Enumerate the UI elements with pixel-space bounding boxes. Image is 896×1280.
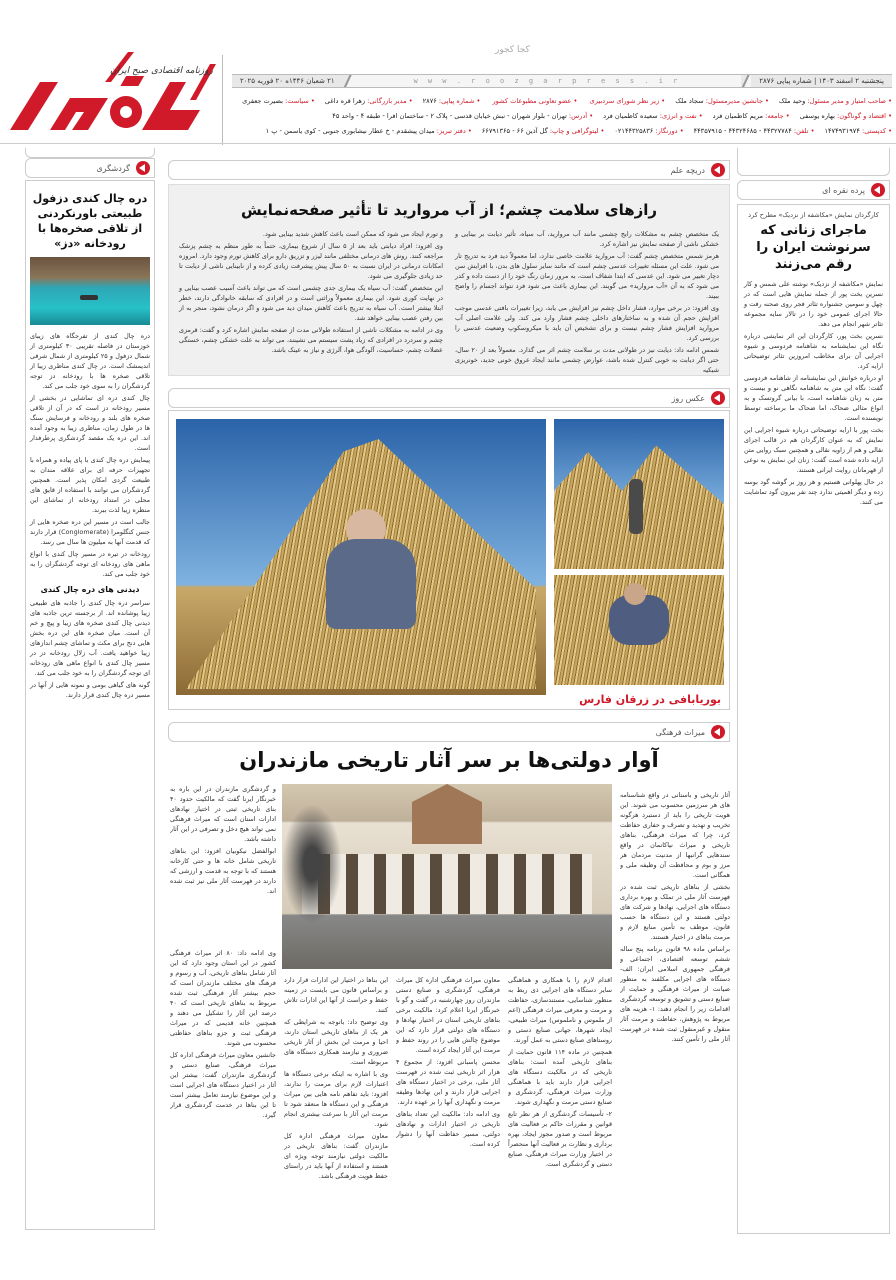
credit-item <box>242 97 315 105</box>
credits <box>232 94 892 139</box>
paragraph: سراسر دره چال کندی را جاذبه های طبیعی زیبا پوشانده اند. از برجسته ترین جاذبه های دیدنی چال کندی صخره های زیبا و پیچ و خم آن است. میان صخره های این دره بخش هایی دنج برای مکث و تماشای چشم اندازهای زیبا خواهید یافت. آب زلال رودخانه دز در مسیر چال کندی با انواع ماهی های رودخانه ای توجه گردشگران را به خود جلب می کند. <box>30 599 150 677</box>
credit-item <box>779 97 892 105</box>
paragraph: اقدام لازم را با همکاری و هماهنگی سایر دستگاه های اجرایی ذی ربط به منظور شناسایی، مستندسازی، حفاظت و مرمت و معرفی میراث فرهنگی (اعم از ملموس و ناملموس) میراث طبیعی، ایجاد شهرها، جهانی صنایع دستی و روستاهای صنایع دستی به عمل آورند. <box>508 976 612 1044</box>
paragraph: وی ادامه داد: مالکیت این تعداد بناهای تاریخی در اختیار ادارات و نهادهای دولتی، مسیر حفاظت آنها را دشوار کرده است. <box>396 1110 500 1148</box>
kicker: کارگردان نمایش «مکاشفه از نزدیک» مطرح کرد <box>748 211 879 219</box>
credits-row <box>232 109 892 124</box>
historic-building-photo <box>282 784 612 969</box>
paragraph: در حال پهلوانی هستیم و هر روز بر گوشه گود بوسه زده و دیگر اهمیتی ندارد چند نفر بیرون گود تماشایت می کنند. <box>744 478 883 506</box>
credit-item <box>325 97 413 105</box>
credit-key: • نفت و انرژی: <box>657 112 703 120</box>
credit-value: مریم کاظمیان فرد <box>712 112 764 120</box>
paragraph: شمس ادامه داد: دیابت نیز در طولانی مدت بر سلامت چشم اثر می گذارد. معمولاً بعد از ۲۰ سال، حتی اگر دیابت به خوبی کنترل شده باشد، عوارض چشمی مانند ایجاد عروق خونی جدید، خونریزی شبکیه <box>455 346 719 374</box>
masthead-divider <box>222 55 223 145</box>
paragraph: معاون میراث فرهنگی اداره کل میراث فرهنگی، گردشگری و صنایع دستی مازندران روز چهارشنبه در گفت و گو با خبرنگار ایرنا اعلام کرد: مالکیت برخی بناهای تاریخی استان در اختیار نهادها و دستگاه های دولتی قرار دارد که این موضوع چالش هایی را در روند حفظ و مرمت این آثار ایجاد کرده است. <box>396 976 500 1054</box>
credit-value: تهران - بلوار شهران - نبش خیابان قدسی - پلاک ۲ - ساختمان افرا - طبقه ۴ - واحد ۴۵ <box>332 112 567 120</box>
credit-value: گل آذین ۶۶ - ۶۶۷۹۱۳۶۵ <box>481 127 548 135</box>
science-col-right <box>455 229 719 377</box>
paragraph: معاون میراث فرهنگی اداره کل مازندران گفت: بناهای تاریخی در مالکیت دولتی نیازمند توجه ویژه ای هستند و استفاده از آنها باید در راستای حفظ هویت فرهنگی باشد. <box>284 1132 388 1180</box>
credit-item <box>694 127 815 135</box>
credit-key: • جانشین مدیرمسئول: <box>703 97 769 105</box>
credit-value: وحید ملک <box>778 97 806 105</box>
section-marker-icon <box>711 725 725 739</box>
section-header-science <box>168 160 730 180</box>
subheading: دیدنی های دره چال کندی <box>40 585 140 594</box>
credit-item <box>824 127 892 135</box>
credit-key: • سیاست: <box>282 97 315 105</box>
photo-day-box <box>168 410 730 710</box>
paragraph: ۲- تأسیسات گردشگری از هر نظر تابع قوانین و مقررات حاکم بر فعالیت های مربوط است و صدور مجوز ایجاد، بهره برداری و نظارت بر فعالیت آنها منحصراً در اختیار وزارت میراث فرهنگی، صنایع دستی و گردشگری است. <box>508 1110 612 1168</box>
paragraph: وی در ادامه به مشکلات ناشی از استفاده طولانی مدت از صفحه نمایش اشاره کرد و گفت: قرمزی چشم و سردرد در افرادی که زیاد پشت سیستم می نشینند، می تواند به علت خشکی چشم، خستگی عضلات چشم، حساسیت، آلودگی هوا، آلرژی و نیاز به عینک باشد. <box>179 326 443 354</box>
credits-row <box>232 94 892 109</box>
credit-item <box>587 97 665 105</box>
section-label: عکس روز <box>671 393 705 403</box>
tree-shape <box>282 804 342 924</box>
credit-value: بهاره یوسفی <box>799 112 835 120</box>
credit-key: • اقتصاد و گوناگون: <box>834 112 892 120</box>
credit-item <box>800 112 892 120</box>
paragraph: نمایش «مکاشفه از نزدیک» نوشته علی شمس و کار نسرین بخت پور از جمله نمایش هایی است که در چهل و سومین جشنواره تئاتر فجر روی صحنه رفت و حالا اجرای عمومی خود را در تالار سایه مجموعه تئاتر شهر انجام می دهد. <box>744 280 883 328</box>
paragraph: جانشین معاون میراث فرهنگی اداره کل میراث فرهنگی، صنایع دستی و گردشگری مازندران گفت: بیشتر این آثار در اختیار دستگاه های اجرایی است و این موضوع نیازمند تعامل بیشتر است تا این بناها در خدمت گردشگری قرار گیرد. <box>170 1051 276 1119</box>
credit-value: ۴۴۳۲۷۷۸۴ - ۴۴۳۲۴۶۸۵ - ۴۴۳۵۷۹۱۵ <box>693 127 792 135</box>
paragraph: محسن پاسبانی افزود: از مجموع ۴ هزار اثر تاریخی ثبت شده در فهرست آثار ملی، برخی در اختیار دستگاه های اجرایی قرار دارند و این نهادها وظیفه مرمت و نگهداری آنها را بر عهده دارند. <box>396 1058 500 1106</box>
credit-key: • لیتوگرافی و چاپ: <box>547 127 605 135</box>
bar-separator <box>741 75 751 87</box>
heritage-col-4 <box>284 975 388 1230</box>
paragraph: بخشی از بناهای تاریخی ثبت شده در فهرست آثار ملی در تملک و بهره برداری دستگاه های اجرایی، نهادها و شرکت های دولتی هستند و این دستگاه ها حسب قانون، موظف به تأمین منابع لازم و مرمت بناهای در اختیار هستند. <box>620 883 730 941</box>
date-right: پنجشنبه ۲ اسفند ۱۴۰۳ | شماره پیاپی ۲۸۷۶ <box>759 77 884 85</box>
section-header-photo-day <box>168 388 730 408</box>
credit-item <box>490 97 577 105</box>
credit-key: • دفتر تبریز: <box>434 127 472 135</box>
arches <box>302 854 592 914</box>
section-label: میراث فرهنگی <box>655 727 705 737</box>
section-marker-icon <box>871 183 885 197</box>
heritage-title: آوار دولتی‌ها بر سر آثار تاریخی مازندران <box>239 748 659 772</box>
section-label: پرده نقره ای <box>822 185 865 195</box>
credit-item <box>603 112 703 120</box>
weaver-main-photo <box>176 419 546 695</box>
credit-value: میدان پیشقدم - خ عطار نیشابوری جنوبی - کوی یاسمن - پ ۱ <box>265 127 435 135</box>
section-label: دریچه علم <box>670 165 705 175</box>
paragraph: همچنین در ماده ۱۱۴ قانون حمایت از بناهای تاریخی آمده است: بناهای تاریخی که در مالکیت دستگاه های اجرایی قرار دارند باید با هماهنگی وزارت میراث فرهنگی، گردشگری و صنایع دستی مرمت و نگهداری شوند. <box>508 1048 612 1106</box>
heritage-col-3 <box>396 975 500 1230</box>
credit-item <box>713 112 790 120</box>
date-left: ۲۱ شعبان ۱۴۴۶ه ۲۰ فوریه ۲۰۲۵ <box>240 77 335 85</box>
paragraph: جالب است در مسیر این دره صخره هایی از جنس کنگلومرا (Conglomerate) قرار دارند که قدمت آنها به میلیون ها سال می رسد. <box>30 518 150 546</box>
heritage-col-1 <box>620 790 730 1230</box>
paragraph: پیمایش دره چال کندی با پای پیاده و همراه با تجهیزات حرفه ای برای علاقه مندان به طبیعت گردی امکان پذیر است. همچنین گردشگران می توانند با استفاده از قایق های محلی در امتداد رودخانه از تماشای این منظره زیبا لذت ببرند. <box>30 456 150 514</box>
credit-value: زهرا قره داغی <box>324 97 366 105</box>
newspaper-logo <box>10 52 220 132</box>
article-title: ماجرای زنانی که سرنوشت ایران را رقم می‌زنند <box>756 223 871 272</box>
website-link[interactable]: w w w . r o o z g a r p r e s s . i r <box>353 75 742 87</box>
credit-key: • صاحب امتیاز و مدیر مسئول: <box>805 97 892 105</box>
faint-title: کجا کجور <box>495 45 530 55</box>
credit-item <box>482 127 605 135</box>
photo-caption: بوریابافی در زرقان فارس <box>579 693 721 706</box>
credit-item <box>266 127 472 135</box>
section-header-tourism <box>25 158 155 178</box>
paragraph: رودخانه در تیره در مسیر چال کندی با انواع ماهی های رودخانه ای توجه گردشگران را به خود جلب می کند. <box>30 550 150 578</box>
paragraph: وی ادامه داد: ۸۰ اثر میراث فرهنگی کشور در این استان وجود دارد که این آثار شامل بناهای تاریخی، آب و رسوم و فرهنگ های مختلف مازندران است که حجم بیشتر آثار فرهنگی ثبت شده مربوط به بناهای تاریخی است که ۴۰ درصد این آثار را تشکیل می دهند و همچنین خانه قدیمی که در میراث فرهنگی ثبت و جزو بناهای حفاظتی محسوب می شوند. <box>170 949 276 1047</box>
paragraph: و تورم ایجاد می شود که ممکن است باعث کاهش شدید بینایی شود. <box>262 230 443 238</box>
credit-key: • جامعه: <box>763 112 790 120</box>
credit-key: • شماره پیاپی: <box>436 97 481 105</box>
article-title: دره چال کندی دزفول طبیعتی باورنکردنی از تلاقی صخره‌ها با رودخانه «دز» <box>32 192 148 250</box>
credit-value: سعیده کاظمیان فرد <box>603 112 658 120</box>
paragraph: او درباره خوانش این نمایشنامه از شاهنامه فردوسی گفت: نگاه این متن به شاهنامه نگاهی نو و بیست و متن به زبان شاهنامه است، با بیانی گروتسک و به انواع مثالی ضحاک، اما ضحاک ما برساخته توسط نویسنده است. <box>744 374 883 422</box>
credit-key: • زیر نظر شورای سردبیری <box>587 97 666 105</box>
reed-field-photo <box>554 419 724 569</box>
section-marker-icon <box>711 163 725 177</box>
river-photo <box>30 257 150 325</box>
credit-item <box>332 112 593 120</box>
credit-key: • عضو تعاونی مطبوعات کشور <box>490 97 578 105</box>
paragraph: نسرین بخت پور، کارگردان این اثر نمایشی درباره نگاه این نمایشنامه به شاهنامه فردوسی و شیوه اجرایی آن برای مخاطب امروزین تئاتر توضیحاتی ارایه کرد. <box>744 332 883 370</box>
bar-separator <box>343 75 353 87</box>
article-body <box>30 331 150 700</box>
section-label: گردشگری <box>96 163 130 173</box>
paragraph: این متخصص گفت: آب سیاه یک بیماری جدی چشمی است که می تواند باعث آسیب عصب بینایی و در نهایت کوری شود. این بیماری معمولاً وراثتی است و در افرادی که سابقه خانوادگی دارند، خطر ابتلا بیشتر است. آب سیاه به تدریج باعث کاهش میدان دید می شود و اگر درمان نشود، منجر به از بین رفتن عصب بینایی خواهد شد. <box>179 284 443 322</box>
credit-key: • مدیر بازرگانی: <box>365 97 413 105</box>
science-article <box>168 184 730 376</box>
science-col-left <box>179 229 443 377</box>
paragraph: این بناها در اختیار این ادارات قرار دارد و براساس قانون می بایست در زمینه حفظ و حراست از آنها این ادارات تلاش کنند. <box>284 976 388 1014</box>
paragraph: و گردشگری مازندران در این باره به خبرنگار ایرنا گفت که مالکیت حدود ۴۰ بنای تاریخی ثبتی در اختیار نهادهای ادارات استان است که میراث فرهنگی نمی تواند هیچ دخل و تصرفی در این آثار داشته باشد. <box>170 785 276 843</box>
section-header-silver-screen <box>737 180 890 200</box>
section-marker-icon <box>711 391 725 405</box>
weaver-head <box>624 583 646 605</box>
paragraph: وی افزود: در برخی موارد، فشار داخل چشم نیز افزایش می یابد، زیرا تغییرات بافتی عدسی موجب افزایش حجم آن شده و به ساختارهای داخلی چشم فشار وارد می کند. ولی علامت اصلی آب مروارید افزایش فشار چشم نیست و برای تشخیص آن باید با میکروسکوپ وضعیت عدسی را بررسی کرد. <box>455 304 719 342</box>
section-header-heritage <box>168 722 730 742</box>
credits-row <box>232 124 892 139</box>
credit-value: ۲۸۷۶ <box>422 97 437 105</box>
paragraph: وی توضیح داد: باتوجه به شرایطی که هر یک از بناهای تاریخی استان دارند، احیا و مرمت این بخش از آثار تاریخی ضروری و نیازمند همکاری دستگاه های مربوطه است. <box>284 1018 388 1066</box>
weaving-closeup-photo <box>554 575 724 685</box>
paragraph: هرمز شمس متخصص چشم گفت: آب مروارید علامت خاصی ندارد، اما معمولاً دید فرد به تدریج تار می شود. علت این مسئله تغییرات عدسی چشم است که مانند سایر سلول های بدن، با افزایش سن دچار تغییر می شود. این عدسی که ابتدا شفاف است، به مرور زمان رنگ خود را از دست داده و کدر می شود که به آن «آب مروارید» می گویند. این بیماری باعث می شود فرد نتواند اجسام را واضح ببیند. <box>455 252 719 300</box>
paragraph: بخت پور با ارایه توضیحاتی درباره شیوه اجرایی این نمایش که به عنوان کارگردان هم در قالب اجرای نقالی و هم از زاویه نقالی و همچنین سبک روایی متن ارایه داده شده است گفت: زنان این نمایش به نوعی از قهرمانان روایت ایرانی هستند. <box>744 426 883 474</box>
credit-key: • دورنگار: <box>653 127 684 135</box>
masthead-rule <box>0 143 896 144</box>
credit-value: سجاد ملک <box>675 97 704 105</box>
paragraph: دره چال کندی از تفرجگاه های زیبای خوزستان در فاصله تقریبی ۳۰ کیلومتری از شمال دزفول و ۲۵ کیلومتری از شمال شرقی اندیمشک است. در چال کندی مناظری زیبا از تلاقی صخره ها با رودخانه دز توجه گردشگران را به سوی خود جلب می کند. <box>30 332 150 390</box>
right-spacer <box>737 148 890 176</box>
right-article <box>737 204 890 1234</box>
paragraph: یک متخصص چشم به مشکلات رایج چشمی مانند آب مروارید، آب سیاه، تأثیر دیابت بر بینایی و خشکی ناشی از صفحه نمایش نیز اشاره کرد. <box>455 230 719 248</box>
paragraph: گونه های گیاهی بومی و نمونه هایی از آنها در مسیر دره چال کندی قرار دارند. <box>30 681 150 699</box>
article-title: رازهای سلامت چشم؛ از آب مروارید تا تأثیر صفحه‌نمایش <box>240 201 658 219</box>
credit-key: • کدپستی: <box>859 127 892 135</box>
article-body <box>744 279 883 507</box>
weaver-body <box>326 539 416 629</box>
credit-item <box>423 97 481 105</box>
paragraph: ابوالفضل نیکوبیان افزود: این بناهای تاریخی شامل خانه ها و حتی کارخانه هستند که با توجه به قدمت و ارزشی که دارند در فهرست آثار ملی نیز ثبت شده اند. <box>170 847 276 895</box>
credit-value: ۰۲۱۴۴۳۲۵۸۳۶ <box>614 127 654 135</box>
boat-shape <box>80 295 98 300</box>
left-spacer <box>25 148 155 158</box>
credit-value: بصیرت جعفری <box>242 97 283 105</box>
credit-item <box>614 127 683 135</box>
paragraph: وی افزود: افراد دیابتی باید بعد از ۵ سال از شروع بیماری، حتماً به طور منظم به چشم پزشک مراجعه کنند. روش های درمانی مختلفی مانند لیزر و تزریق دارو برای کاهش تورم وجود دارد. امروزه امکانات درمانی در ایران نسبت به ۵۰ سال پیش پیشرفت زیادی کرده و از نابینایی ناشی از دیابت تا حد زیادی جلوگیری می شود. <box>179 242 444 280</box>
heritage-col-5-top <box>170 784 276 944</box>
section-marker-icon <box>136 161 150 175</box>
worker-figure <box>629 479 643 534</box>
credit-key: • آدرس: <box>566 112 594 120</box>
heritage-col-5-bottom <box>170 948 276 1230</box>
tower-shape <box>412 784 482 844</box>
date-bar <box>232 74 892 88</box>
paragraph: وی با اشاره به اینکه برخی دستگاه ها اعتبارات لازم برای مرمت را ندارند، افزود: باید تفاهم نامه هایی بین میراث فرهنگی و این دستگاه ها منعقد شود تا مرمت این آثار با سرعت بیشتری انجام شود. <box>284 1070 388 1128</box>
paragraph: آثار تاریخی و باستانی در واقع شناسنامه های هر سرزمین محسوب می شوند. این هویت تاریخی را باید از دستبرد هرگونه تخریب و تهدید و تصرف و حفاری حفاظت کرد، چرا که میراث فرهنگی، بناهای تاریخی و میراث نیاکانمان در واقع سندهایی گرانبها از مدنیت مردمان هر مرز و بوم و محافظت آن وظیفه ملی و همگانی است. <box>620 791 730 879</box>
tagline: روزنامه اقتصادی صبح ایران <box>110 66 213 76</box>
credit-value: ۱۴۷۴۹۳۱۹۷۴ <box>824 127 860 135</box>
credit-key: • تلفن: <box>791 127 815 135</box>
paragraph: براساس ماده ۹۸ قانون برنامه پنج ساله ششم توسعه اقتصادی، اجتماعی و فرهنگی جمهوری اسلامی ایران: الف- دستگاه های اجرایی مکلفند به منظور صیانت از میراث فرهنگی و حمایت از صنایع دستی و تشویق و توسعه گردشگری اقدامات زیر را انجام دهند: ۱- هزینه های مربوط به پژوهش، حفاظت و مرمت آثار منقول و غیرمنقول ثبت شده در فهرست آثار ملی را تأمین کنند. <box>620 945 730 1043</box>
left-article <box>25 180 155 1230</box>
credit-item <box>675 97 769 105</box>
heritage-col-2 <box>508 975 612 1230</box>
paragraph: چال کندی دره ای تماشایی در بخشی از مسیر رودخانه دز است که در آن از تلاقی صخره های بلند و رودخانه و فرسایش سنگ ها در طول زمان، مناظری زیبا به وجود آمده اند. این دره یک مقصد گردشگری پرطرفدار است. <box>30 394 150 452</box>
